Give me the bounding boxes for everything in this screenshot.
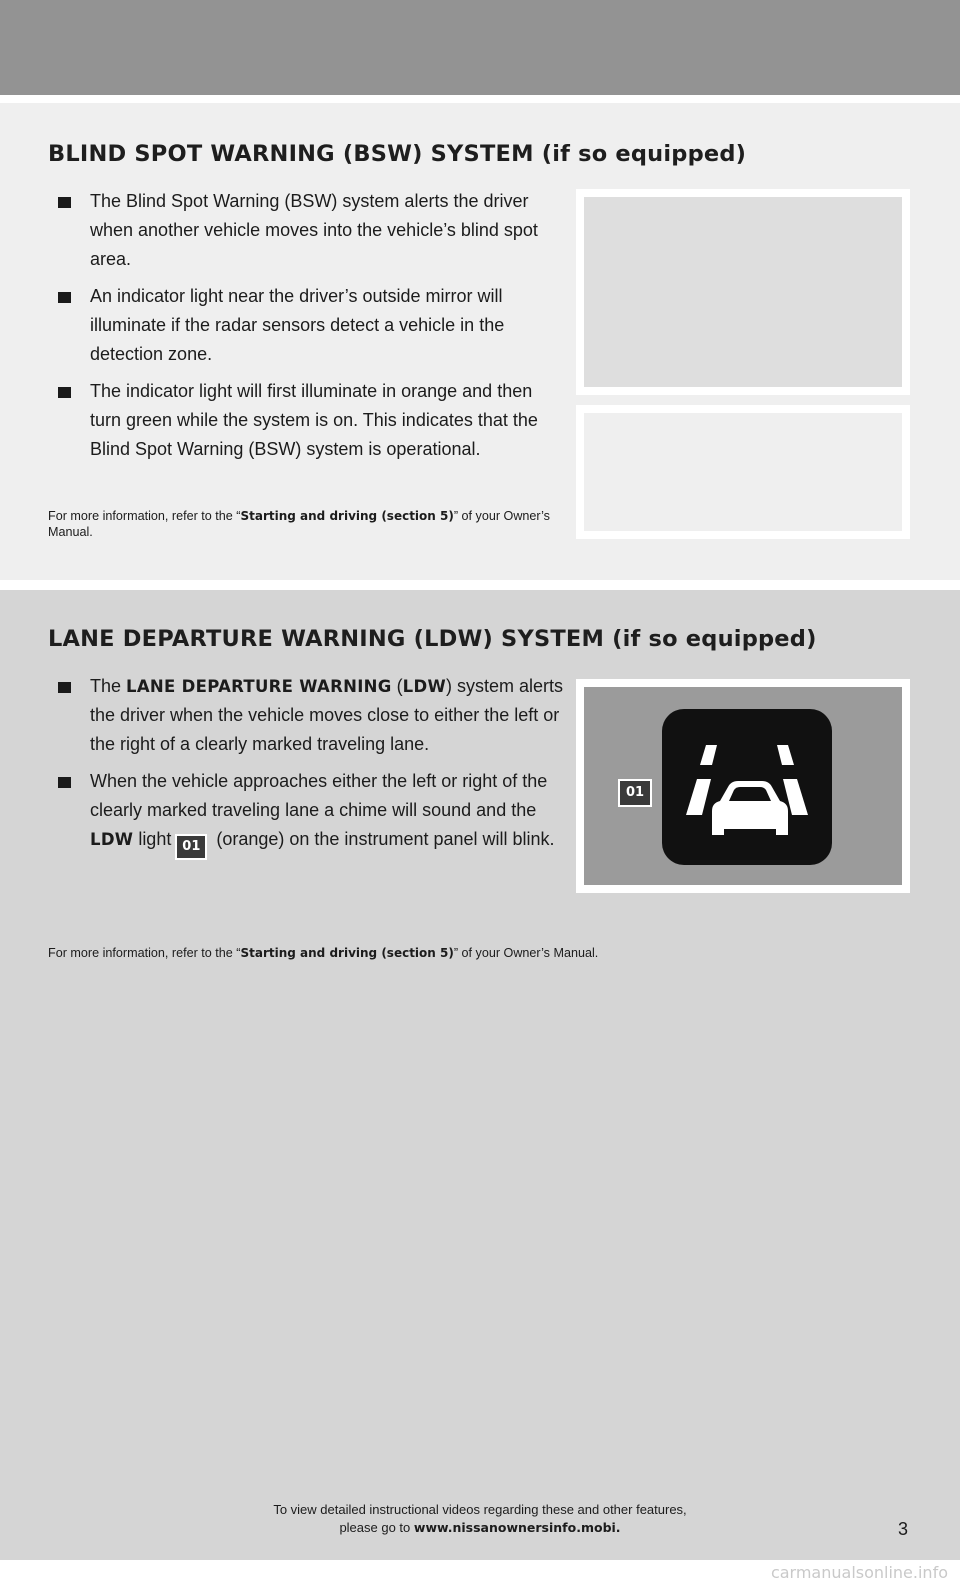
bsw-bullet	[58, 282, 568, 369]
bullet-square-icon	[58, 682, 71, 693]
callout-badge-01: 01	[175, 834, 207, 860]
ldw-note-suffix: ” of your Owner’s Manual.	[453, 946, 599, 960]
bsw-image-1	[576, 189, 910, 395]
bsw-bullet-text: The Blind Spot Warning (BSW) system alerts the driver when another vehicle moves into the vehicle’s blind spot area.	[90, 191, 538, 269]
top-header-band	[0, 0, 960, 95]
ldw-note-prefix: For more information, refer to the “	[48, 946, 241, 960]
footer	[0, 1501, 960, 1537]
footer-line-1: To view detailed instructional videos regarding these and other features,	[273, 1502, 687, 1517]
bsw-bullet-text: An indicator light near the driver’s outside mirror will illuminate if the radar sensors detect a vehicle in the detection zone.	[90, 286, 505, 364]
ldw-bullet2-rest: (orange) on the instrument panel will blink.	[211, 829, 555, 849]
ldw-indicator-image	[576, 679, 910, 893]
bsw-section	[0, 103, 960, 580]
bsw-heading	[48, 141, 746, 167]
bullet-square-icon	[58, 387, 71, 398]
ldw-bullet2-pre: When the vehicle approaches either the left or right of the clearly marked traveling lane a chime will sound and the	[90, 771, 548, 820]
ldw-abbr: LDW	[402, 677, 446, 696]
ldw-bullet2-light: light	[133, 829, 172, 849]
ldw-bullet	[58, 767, 568, 860]
ldw-system-name: LANE DEPARTURE WARNING	[126, 677, 392, 696]
ldw-note-section-ref: Starting and driving (section 5)	[240, 946, 454, 960]
lane-departure-icon	[662, 709, 832, 865]
ldw-bullet1-pre: The	[90, 676, 127, 696]
image-callout-badge-01: 01	[618, 779, 652, 807]
bsw-image-2	[576, 405, 910, 539]
ldw-title: LANE DEPARTURE WARNING (LDW) SYSTEM	[48, 626, 605, 652]
ldw-title-suffix: (if so equipped)	[604, 626, 817, 652]
bullet-square-icon	[58, 777, 71, 788]
ldw-heading	[48, 626, 817, 652]
bsw-bullet-text: The indicator light will first illuminate in orange and then turn green while the system is on. This indicates that the Blind Spot Warning (BSW) system is operational.	[90, 381, 538, 459]
bsw-note-suffix: ” of your Owner’s Manual.	[48, 509, 550, 539]
bsw-bullet	[58, 187, 568, 274]
bsw-note-prefix: For more information, refer to the “	[48, 509, 241, 523]
footer-line-2: please go to www.nissanownersinfo.mobi.	[339, 1520, 621, 1535]
bsw-title-suffix: (if so equipped)	[533, 141, 747, 167]
ldw-bullet-list	[58, 672, 568, 868]
ldw-bullet1-paren: (	[391, 676, 403, 696]
ldw-abbr: LDW	[90, 830, 134, 849]
bullet-square-icon	[58, 292, 71, 303]
ldw-section	[0, 590, 960, 1584]
bullet-square-icon	[58, 197, 71, 208]
bsw-note-section-ref: Starting and driving (section 5)	[240, 509, 454, 523]
ldw-bullet1-rest: ) system alerts the driver when the vehicle moves close to either the left or the right of a clearly marked traveling lane.	[90, 676, 563, 754]
watermark-text: carmanualsonline.info	[770, 1563, 948, 1582]
ldw-bullet	[58, 672, 568, 759]
ldw-reference-note	[48, 945, 928, 961]
bsw-title: BLIND SPOT WARNING (BSW) SYSTEM	[48, 141, 534, 167]
watermark-strip	[0, 1560, 960, 1584]
page-number: 3	[898, 1519, 909, 1539]
bsw-reference-note	[48, 508, 568, 540]
footer-url-link[interactable]: www.nissanownersinfo.mobi.	[413, 1520, 621, 1535]
bsw-bullet-list	[58, 187, 568, 472]
bsw-bullet	[58, 377, 568, 464]
